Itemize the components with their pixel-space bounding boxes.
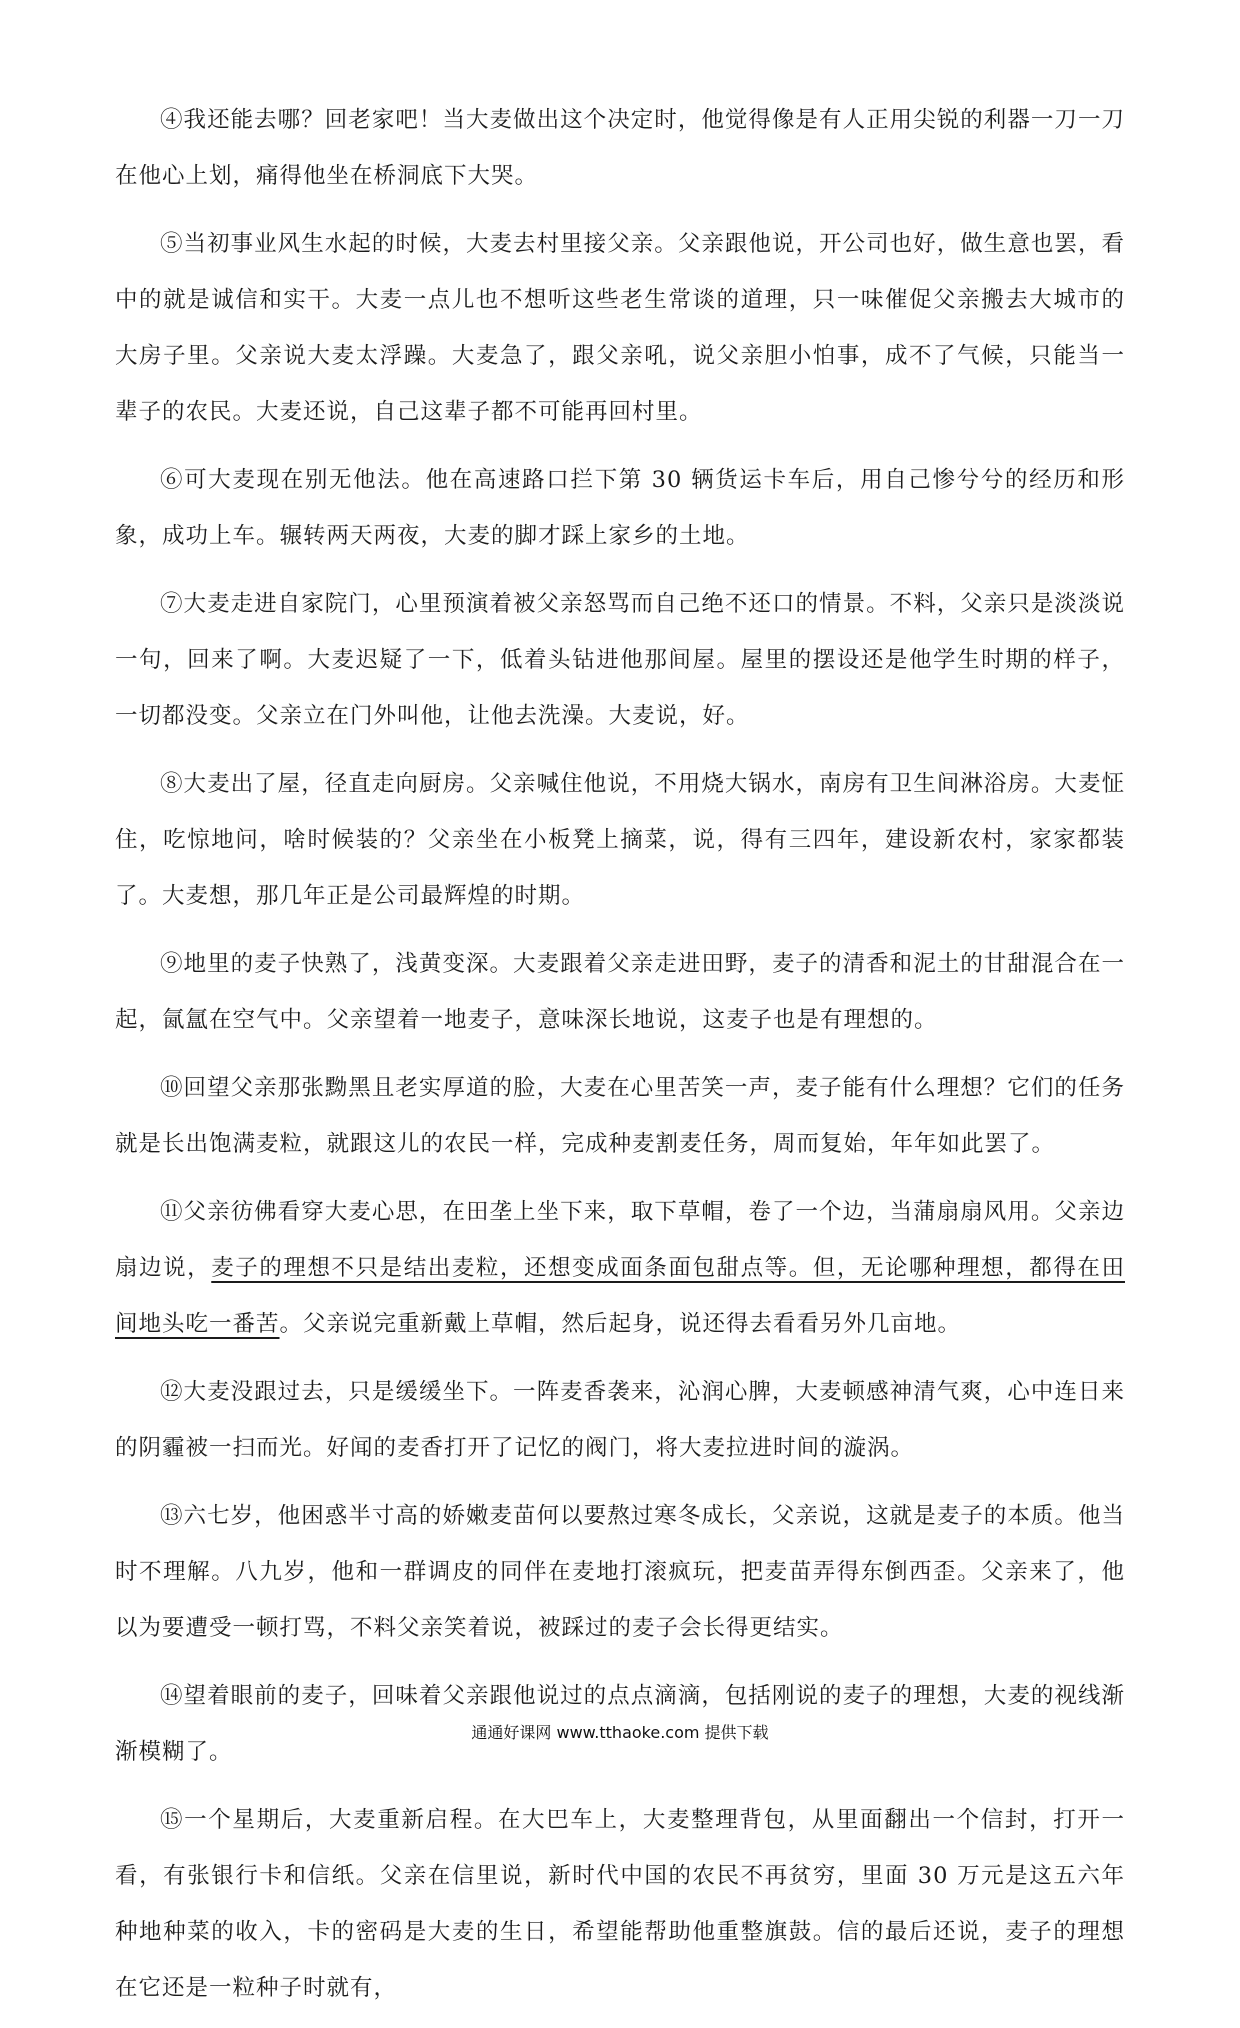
paragraph-6: ⑥可大麦现在别无他法。他在高速路口拦下第 30 辆货运卡车后，用自己惨兮兮的经历和形象，成功上车。辗转两天两夜，大麦的脚才踩上家乡的土地。 [115, 467, 1125, 549]
paragraph-7: ⑦大麦走进自家院门，心里预演着被父亲怒骂而自己绝不还口的情景。不料，父亲只是淡淡说一句，回来了啊。大麦迟疑了一下，低着头钻进他那间屋。屋里的摆设还是他学生时期的样子，一切都没变。父亲立在门外叫他，让他去洗澡。大麦说，好。 [115, 591, 1125, 729]
paragraph-5: ⑤当初事业风生水起的时候，大麦去村里接父亲。父亲跟他说，开公司也好，做生意也罢，看中的就是诚信和实干。大麦一点儿也不想听这些老生常谈的道理，只一味催促父亲搬去大城市的大房子里。父亲说大麦太浮躁。大麦急了，跟父亲吼，说父亲胆小怕事，成不了气候，只能当一辈子的农民。大麦还说，自己这辈子都不可能再回村里。 [115, 231, 1125, 425]
paragraph-4: ④我还能去哪？回老家吧！当大麦做出这个决定时，他觉得像是有人正用尖锐的利器一刀一刀在他心上划，痛得他坐在桥洞底下大哭。 [115, 107, 1125, 189]
paragraph-10: ⑩回望父亲那张黝黑且老实厚道的脸，大麦在心里苦笑一声，麦子能有什么理想？它们的任务就是长出饱满麦粒，就跟这儿的农民一样，完成种麦割麦任务，周而复始，年年如此罢了。 [115, 1075, 1125, 1157]
paragraph-11-pre: ⑪父亲彷佛看穿大麦心思，在田垄上坐下来，取下草帽，卷了一个边，当蒲扇扇风用。父亲边扇边说， [115, 1199, 1125, 1281]
paragraph-15: ⑮一个星期后，大麦重新启程。在大巴车上，大麦整理背包，从里面翻出一个信封，打开一看，有张银行卡和信纸。父亲在信里说，新时代中国的农民不再贫穷，里面 30 万元是这五六年种地种菜的收入，卡的密码是大麦的生日，希望能帮助他重整旗鼓。信的最后还说，麦子的理想在它还是一粒种子时就有， [115, 1807, 1125, 2001]
paragraph-14: ⑭望着眼前的麦子，回味着父亲跟他说过的点点滴滴，包括刚说的麦子的理想，大麦的视线渐渐模糊了。 [115, 1683, 1125, 1765]
paragraph-11 [115, 1184, 1125, 1352]
underlined-sentence: 麦子的理想不只是结出麦粒，还想变成面条面包甜点等。但，无论哪种理想，都得在田间地头吃一番苦 [115, 1255, 1125, 1337]
paragraph-11-post: 。父亲说完重新戴上草帽，然后起身，说还得去看看另外几亩地。 [279, 1311, 962, 1337]
page-footer: 通通好课网 www.tthaoke.com 提供下载 [471, 1723, 769, 1742]
paragraph-12: ⑫大麦没跟过去，只是缓缓坐下。一阵麦香袭来，沁润心脾，大麦顿感神清气爽，心中连日来的阴霾被一扫而光。好闻的麦香打开了记忆的阀门，将大麦拉进时间的漩涡。 [115, 1379, 1125, 1461]
paragraph-9: ⑨地里的麦子快熟了，浅黄变深。大麦跟着父亲走进田野，麦子的清香和泥土的甘甜混合在一起，氤氲在空气中。父亲望着一地麦子，意味深长地说，这麦子也是有理想的。 [115, 951, 1125, 1033]
paragraph-8: ⑧大麦出了屋，径直走向厨房。父亲喊住他说，不用烧大锅水，南房有卫生间淋浴房。大麦怔住，吃惊地问，啥时候装的？父亲坐在小板凳上摘菜，说，得有三四年，建设新农村，家家都装了。大麦想，那几年正是公司最辉煌的时期。 [115, 771, 1125, 909]
paragraph-13: ⑬六七岁，他困惑半寸高的娇嫩麦苗何以要熬过寒冬成长，父亲说，这就是麦子的本质。他当时不理解。八九岁，他和一群调皮的同伴在麦地打滚疯玩，把麦苗弄得东倒西歪。父亲来了，他以为要遭受一顿打骂，不料父亲笑着说，被踩过的麦子会长得更结实。 [115, 1503, 1125, 1641]
